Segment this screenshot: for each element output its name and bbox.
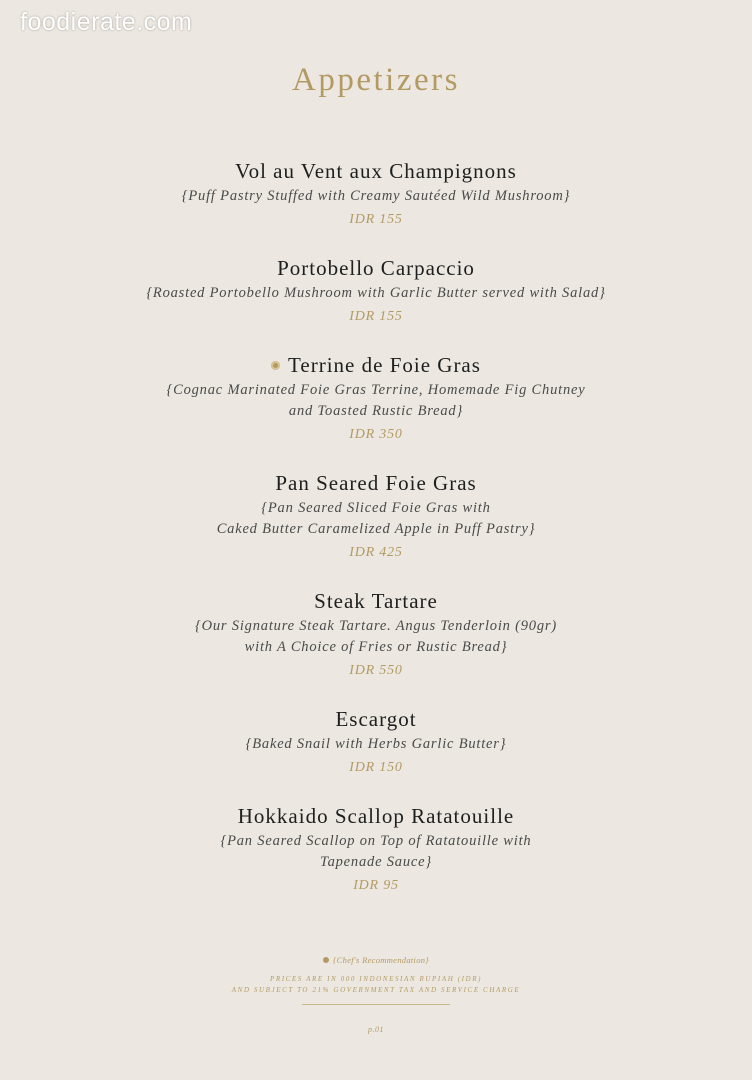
item-price: IDR 155: [349, 212, 403, 227]
item-price: IDR 425: [349, 545, 403, 560]
item-price: IDR 155: [349, 309, 403, 324]
item-description: {Roasted Portobello Mushroom with Garlic Butter served with Salad}: [146, 285, 606, 301]
item-name: Terrine de Foie Gras: [288, 353, 481, 377]
item-description: {Baked Snail with Herbs Garlic Butter}: [245, 736, 507, 752]
item-name: Hokkaido Scallop Ratatouille: [237, 804, 515, 828]
page-title: Appetizers: [292, 62, 460, 98]
menu-footer: [0, 955, 752, 1034]
menu-list: [0, 158, 752, 895]
legend-label: {Chef's Recommendation}: [332, 955, 429, 965]
item-description: and Toasted Rustic Bread}: [288, 403, 464, 419]
menu-item: [0, 255, 752, 326]
menu-item: [0, 352, 752, 444]
item-price: IDR 150: [349, 760, 403, 775]
chef-recommendation-icon: [271, 361, 280, 370]
item-price: IDR 95: [353, 878, 399, 893]
watermark-logo: foodierate.com: [20, 8, 193, 36]
item-description: {Pan Seared Scallop on Top of Ratatouille with: [220, 833, 532, 849]
chef-recommendation-icon: [323, 957, 329, 963]
item-description: Tapenade Sauce}: [320, 854, 432, 870]
item-description: {Puff Pastry Stuffed with Creamy Sautéed Wild Mushroom}: [181, 188, 571, 204]
item-description: {Cognac Marinated Foie Gras Terrine, Homemade Fig Chutney: [166, 382, 586, 398]
item-name: Escargot: [335, 707, 417, 731]
item-description: with A Choice of Fries or Rustic Bread}: [244, 639, 508, 655]
menu-item: [0, 470, 752, 562]
menu-item: [0, 803, 752, 895]
item-name: Steak Tartare: [314, 589, 438, 613]
chef-recommendation-legend: [0, 955, 752, 965]
item-name: Vol au Vent aux Champignons: [235, 159, 517, 183]
menu-item: [0, 706, 752, 777]
price-note-line: AND SUBJECT TO 21% GOVERNMENT TAX AND SERVICE CHARGE: [231, 986, 521, 994]
item-description: {Pan Seared Sliced Foie Gras with: [261, 500, 491, 516]
menu-item: [0, 588, 752, 680]
price-note-line: PRICES ARE IN 000 INDONESIAN RUPIAH (IDR): [269, 975, 483, 983]
item-name: Portobello Carpaccio: [277, 256, 475, 280]
item-description: Caked Butter Caramelized Apple in Puff Pastry}: [216, 521, 536, 537]
item-name-row: [0, 352, 752, 378]
item-price: IDR 550: [349, 663, 403, 678]
divider: [302, 1004, 450, 1005]
item-name: Pan Seared Foie Gras: [275, 471, 477, 495]
item-description: {Our Signature Steak Tartare. Angus Tenderloin (90gr): [195, 618, 557, 634]
menu-item: [0, 158, 752, 229]
price-note: [0, 974, 752, 996]
item-price: IDR 350: [349, 427, 403, 442]
page-number: p.01: [368, 1025, 384, 1034]
